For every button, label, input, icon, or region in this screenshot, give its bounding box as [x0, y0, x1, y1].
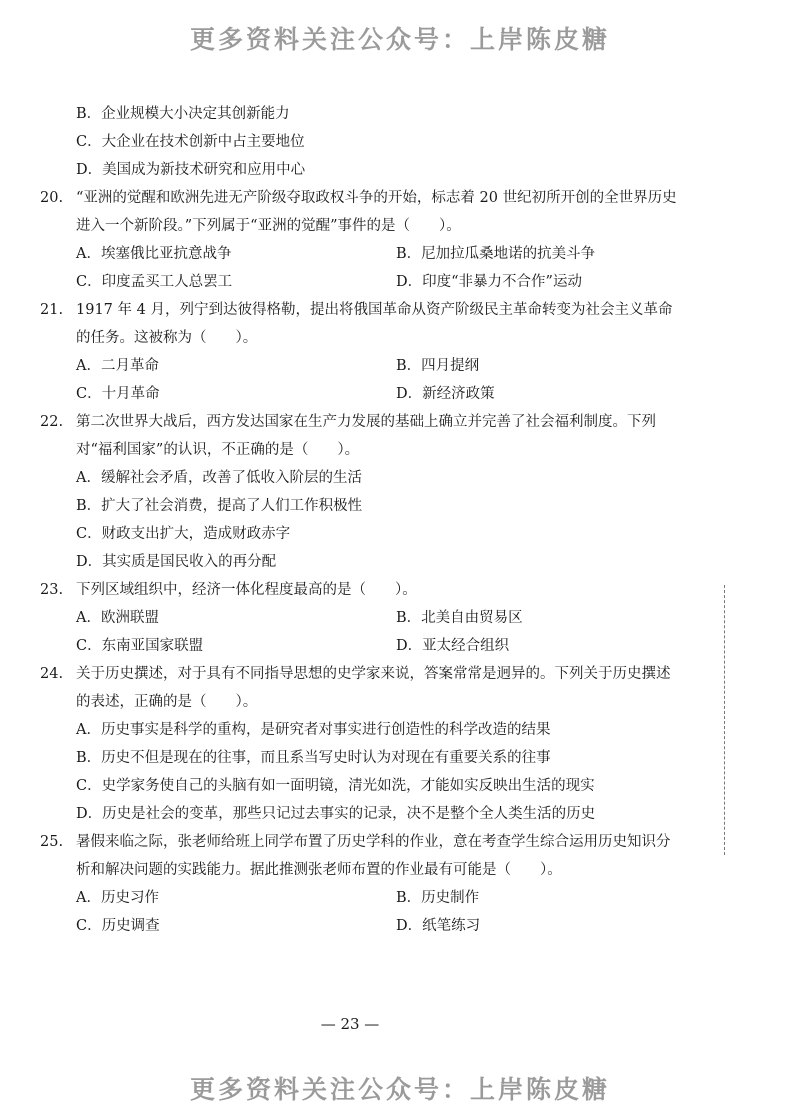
option-d: D．印度“非暴力不合作”运动 — [396, 274, 582, 290]
option-c: C．十月革命 — [76, 386, 160, 402]
question-number: 21. — [40, 302, 64, 318]
question-number: 24. — [40, 666, 64, 682]
option-d: D．新经济政策 — [396, 386, 495, 402]
option-b: B．四月提纲 — [396, 358, 480, 374]
option-b: B．历史不但是现在的往事，而且系当写史时认为对现在有重要关系的往事 — [76, 750, 551, 766]
option-b: B．企业规模大小决定其创新能力 — [76, 106, 290, 122]
question-stem: 1917 年 4 月，列宁到达彼得格勒，提出将俄国革命从资产阶级民主革命转变为社会主义革命的任务。这被称为（ ）。 — [76, 302, 673, 346]
question-number: 22. — [40, 414, 64, 430]
option-a: A．历史习作 — [76, 890, 159, 906]
option-c: C．财政支出扩大，造成财政赤字 — [76, 526, 291, 542]
question-number: 23. — [40, 582, 64, 598]
question-list — [40, 100, 680, 940]
question-stem: 第二次世界大战后，西方发达国家在生产力发展的基础上确立并完善了社会福利制度。下列对“福利国家”的认识，不正确的是（ ）。 — [76, 414, 656, 458]
question-24 — [40, 660, 680, 716]
question-23 — [40, 576, 680, 604]
question-number: 20. — [40, 190, 64, 206]
option-a: A．二月革命 — [76, 358, 159, 374]
option-c: C．印度孟买工人总罢工 — [76, 274, 233, 290]
option-c: C．大企业在技术创新中占主要地位 — [76, 134, 305, 150]
option-b: B．尼加拉瓜桑地诺的抗美斗争 — [396, 246, 596, 262]
option-a: A．欧洲联盟 — [76, 610, 159, 626]
option-c: C．东南亚国家联盟 — [76, 638, 204, 654]
option-b: B．北美自由贸易区 — [396, 610, 523, 626]
question-number: 25. — [40, 834, 64, 850]
question-20 — [40, 184, 680, 240]
option-d: D．其实质是国民收入的再分配 — [76, 554, 277, 570]
option-c: C．史学家务使自己的头脑有如一面明镜，清光如洗，才能如实反映出生活的现实 — [76, 778, 595, 794]
option-a: A．历史事实是科学的重构，是研究者对事实进行创造性的科学改造的结果 — [76, 722, 551, 738]
option-a: A．缓解社会矛盾，改善了低收入阶层的生活 — [76, 470, 362, 486]
question-21 — [40, 296, 680, 352]
question-stem: “亚洲的觉醒和欧洲先进无产阶级夺取政权斗争的开始，标志着 20 世纪初所开创的全世界历史进入一个新阶段。”下列属于“亚洲的觉醒”事件的是（ ）。 — [76, 190, 677, 234]
watermark-banner-bottom: 更多资料关注公众号：上岸陈皮糖 — [189, 1075, 610, 1104]
option-b: B．历史制作 — [396, 890, 480, 906]
option-c: C．历史调查 — [76, 918, 160, 934]
option-d: D．亚太经合组织 — [396, 638, 510, 654]
binding-margin-line — [724, 585, 725, 855]
question-22 — [40, 408, 680, 464]
question-stem: 暑假来临之际，张老师给班上同学布置了历史学科的作业，意在考查学生综合运用历史知识分析和解决问题的实践能力。据此推测张老师布置的作业最有可能是（ ）。 — [76, 834, 671, 878]
option-d: D．美国成为新技术研究和应用中心 — [76, 162, 306, 178]
question-25 — [40, 828, 680, 884]
option-a: A．埃塞俄比亚抗意战争 — [76, 246, 232, 262]
watermark-banner-top: 更多资料关注公众号：上岸陈皮糖 — [189, 25, 610, 54]
page-number: — 23 — — [320, 1015, 380, 1033]
option-d: D．纸笔练习 — [396, 918, 481, 934]
question-stem: 关于历史撰述，对于具有不同指导思想的史学家来说，答案常常是迥异的。下列关于历史撰述的表述，正确的是（ ）。 — [76, 666, 671, 710]
option-d: D．历史是社会的变革，那些只记过去事实的记录，决不是整个全人类生活的历史 — [76, 806, 596, 822]
option-b: B．扩大了社会消费，提高了人们工作积极性 — [76, 498, 363, 514]
question-stem: 下列区域组织中，经济一体化程度最高的是（ ）。 — [76, 582, 417, 598]
